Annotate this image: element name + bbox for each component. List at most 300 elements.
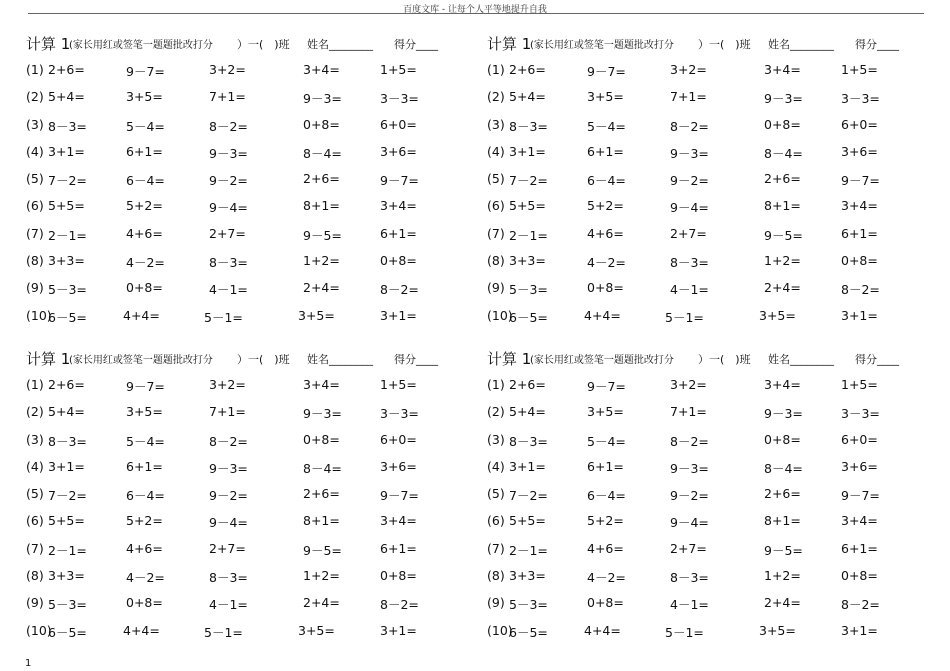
problem-row — [26, 486, 466, 513]
math-problem: 1+5= — [380, 62, 417, 77]
worksheet — [487, 350, 927, 650]
math-problem: 1+2= — [303, 253, 340, 269]
problem-list — [26, 62, 466, 335]
math-problem: 3+1= — [509, 458, 546, 474]
math-problem: 5+5= — [509, 198, 546, 214]
math-problem: 4－1= — [209, 282, 248, 298]
math-problem: 3+6= — [380, 458, 417, 474]
problem-row — [26, 623, 466, 650]
math-problem: 4－1= — [670, 597, 709, 613]
math-problem: 5－3= — [509, 282, 548, 298]
math-problem: 2+4= — [303, 595, 340, 611]
math-problem: 3+6= — [380, 143, 417, 159]
problem-row — [487, 377, 927, 404]
row-number: (3) — [26, 431, 44, 447]
math-problem: 9－3= — [209, 460, 248, 476]
row-number: (6) — [487, 513, 505, 529]
math-problem: 8－3= — [48, 118, 87, 134]
math-problem: 9－3= — [670, 460, 709, 476]
math-problem: 3+5= — [298, 307, 335, 323]
math-problem: 5+2= — [126, 513, 163, 529]
math-problem: 3+1= — [841, 307, 878, 323]
math-problem: 5－1= — [204, 309, 243, 325]
math-problem: 4－2= — [126, 255, 165, 271]
math-problem: 0+8= — [587, 595, 624, 611]
math-problem: 6+0= — [380, 116, 417, 132]
math-problem: 2+7= — [209, 540, 246, 556]
document-header: 百度文库 - 让每个人平等地提升自我 — [403, 5, 547, 15]
worksheet-title: 计算 1 — [487, 35, 532, 53]
math-problem: 5－4= — [126, 118, 165, 134]
math-problem: 3+5= — [587, 89, 624, 105]
math-problem: 2+4= — [764, 280, 801, 296]
math-problem: 8－3= — [48, 433, 87, 449]
math-problem: 6+1= — [380, 225, 417, 241]
problem-list — [26, 377, 466, 650]
math-problem: 8－3= — [509, 118, 548, 134]
math-problem: 3－3= — [841, 91, 880, 107]
row-number: (2) — [487, 89, 505, 105]
math-problem: 1+2= — [764, 568, 801, 584]
worksheet-title-line — [487, 350, 927, 368]
math-problem: 5+4= — [509, 89, 546, 105]
math-problem: 4－2= — [126, 570, 165, 586]
name-field: 姓名________ — [768, 353, 834, 366]
math-problem: 2+6= — [764, 486, 801, 502]
math-problem: 9－3= — [303, 406, 342, 422]
math-problem: 2+6= — [509, 377, 546, 392]
math-problem: 5－4= — [587, 118, 626, 134]
math-problem: 9－4= — [670, 515, 709, 531]
problem-row — [487, 432, 927, 459]
problem-row — [26, 404, 466, 431]
math-problem: 2－1= — [509, 542, 548, 558]
problem-row — [487, 253, 927, 280]
row-number: (10) — [26, 622, 52, 638]
math-problem: 7+1= — [670, 404, 707, 420]
worksheet — [26, 350, 466, 650]
math-problem: 5+4= — [48, 89, 85, 105]
grading-instruction: (家长用红或签笔一题题批改打分 — [69, 355, 213, 366]
math-problem: 9－7= — [841, 488, 880, 504]
math-problem: 6+1= — [841, 225, 878, 241]
row-number: (9) — [487, 595, 505, 611]
math-problem: 9－5= — [303, 227, 342, 243]
row-number: (10) — [487, 307, 513, 323]
problem-row — [26, 62, 466, 89]
row-number: (1) — [26, 62, 44, 77]
math-problem: 5－3= — [48, 282, 87, 298]
math-problem: 1+2= — [303, 568, 340, 584]
math-problem: 3+4= — [764, 377, 801, 392]
math-problem: 7－2= — [48, 173, 87, 189]
problem-row — [487, 459, 927, 486]
math-problem: 6+1= — [841, 540, 878, 556]
row-number: (5) — [487, 171, 505, 187]
math-problem: 5+5= — [509, 513, 546, 529]
math-problem: 3+1= — [48, 458, 85, 474]
math-problem: 2+6= — [48, 377, 85, 392]
worksheet-title: 计算 1 — [26, 350, 71, 368]
problem-row — [26, 308, 466, 335]
math-problem: 9－7= — [380, 488, 419, 504]
math-problem: 6－5= — [48, 624, 87, 640]
problem-row — [487, 568, 927, 595]
row-number: (6) — [487, 198, 505, 214]
class-field: ）一( )班 — [237, 38, 290, 51]
problem-row — [487, 595, 927, 622]
math-problem: 3+5= — [759, 622, 796, 638]
math-problem: 4+6= — [587, 540, 624, 556]
math-problem: 8－2= — [670, 433, 709, 449]
math-problem: 0+8= — [303, 116, 340, 132]
problem-row — [487, 62, 927, 89]
math-problem: 7－2= — [48, 488, 87, 504]
row-number: (9) — [26, 280, 44, 296]
problem-row — [487, 541, 927, 568]
math-problem: 6－4= — [126, 173, 165, 189]
math-problem: 8+1= — [303, 198, 340, 214]
math-problem: 3+6= — [841, 458, 878, 474]
row-number: (2) — [26, 404, 44, 420]
grading-instruction: (家长用红或签笔一题题批改打分 — [530, 40, 674, 51]
problem-row — [26, 459, 466, 486]
math-problem: 9－5= — [764, 227, 803, 243]
math-problem: 3+4= — [380, 198, 417, 214]
math-problem: 1+5= — [841, 62, 878, 77]
math-problem: 2+7= — [670, 540, 707, 556]
row-number: (4) — [26, 143, 44, 159]
score-field: 得分____ — [855, 353, 899, 366]
math-problem: 0+8= — [380, 568, 417, 584]
math-problem: 2+7= — [209, 225, 246, 241]
math-problem: 8－3= — [670, 570, 709, 586]
class-field: ）一( )班 — [237, 353, 290, 366]
math-problem: 9－7= — [126, 379, 165, 394]
math-problem: 3+6= — [841, 143, 878, 159]
math-problem: 9－3= — [764, 91, 803, 107]
row-number: (4) — [487, 458, 505, 474]
math-problem: 8－2= — [209, 433, 248, 449]
math-problem: 0+8= — [126, 280, 163, 296]
math-problem: 9－4= — [670, 200, 709, 216]
math-problem: 9－7= — [587, 64, 626, 79]
math-problem: 3+5= — [759, 307, 796, 323]
math-problem: 3+1= — [380, 622, 417, 638]
math-problem: 8－2= — [670, 118, 709, 134]
row-number: (7) — [487, 225, 505, 241]
math-problem: 3+4= — [841, 198, 878, 214]
math-problem: 5－4= — [126, 433, 165, 449]
math-problem: 8－4= — [764, 145, 803, 161]
math-problem: 3－3= — [841, 406, 880, 422]
math-problem: 3－3= — [380, 406, 419, 422]
problem-row — [26, 377, 466, 404]
math-problem: 5－1= — [665, 309, 704, 325]
math-problem: 7+1= — [209, 89, 246, 105]
name-field: 姓名________ — [307, 353, 373, 366]
math-problem: 3+4= — [303, 377, 340, 392]
worksheet-title-line — [26, 35, 466, 53]
math-problem: 2－1= — [48, 227, 87, 243]
math-problem: 0+8= — [303, 431, 340, 447]
problem-row — [26, 171, 466, 198]
row-number: (1) — [26, 377, 44, 392]
math-problem: 3+5= — [587, 404, 624, 420]
math-problem: 0+8= — [587, 280, 624, 296]
row-number: (7) — [26, 540, 44, 556]
math-problem: 6+0= — [841, 431, 878, 447]
math-problem: 9－3= — [670, 145, 709, 161]
score-field: 得分____ — [855, 38, 899, 51]
problem-row — [26, 541, 466, 568]
math-problem: 4+4= — [123, 307, 160, 323]
math-problem: 8+1= — [303, 513, 340, 529]
math-problem: 1+5= — [380, 377, 417, 392]
name-field: 姓名________ — [768, 38, 834, 51]
row-number: (5) — [487, 486, 505, 502]
math-problem: 3+4= — [380, 513, 417, 529]
math-problem: 3+1= — [380, 307, 417, 323]
problem-list — [487, 62, 927, 335]
math-problem: 9－3= — [209, 145, 248, 161]
math-problem: 5－4= — [587, 433, 626, 449]
score-field: 得分____ — [394, 353, 438, 366]
grading-instruction: (家长用红或签笔一题题批改打分 — [69, 40, 213, 51]
problem-row — [487, 144, 927, 171]
math-problem: 6－4= — [587, 173, 626, 189]
class-field: ）一( )班 — [698, 353, 751, 366]
row-number: (1) — [487, 377, 505, 392]
row-number: (3) — [26, 116, 44, 132]
math-problem: 7－2= — [509, 173, 548, 189]
math-problem: 8－2= — [841, 597, 880, 613]
math-problem: 5+5= — [48, 198, 85, 214]
page-number: 1 — [25, 658, 32, 669]
row-number: (10) — [26, 307, 52, 323]
math-problem: 5+2= — [587, 198, 624, 214]
math-problem: 9－3= — [764, 406, 803, 422]
math-problem: 2+7= — [670, 225, 707, 241]
math-problem: 9－7= — [380, 173, 419, 189]
math-problem: 4+4= — [584, 307, 621, 323]
math-problem: 3+4= — [841, 513, 878, 529]
math-problem: 5+2= — [126, 198, 163, 214]
row-number: (3) — [487, 116, 505, 132]
math-problem: 6－5= — [48, 309, 87, 325]
math-problem: 8+1= — [764, 198, 801, 214]
math-problem: 4+6= — [126, 540, 163, 556]
math-problem: 7－2= — [509, 488, 548, 504]
math-problem: 4+6= — [126, 225, 163, 241]
problem-row — [26, 198, 466, 225]
worksheet-title: 计算 1 — [487, 350, 532, 368]
math-problem: 8－3= — [209, 255, 248, 271]
math-problem: 1+2= — [764, 253, 801, 269]
problem-row — [487, 623, 927, 650]
math-problem: 3+2= — [209, 62, 246, 77]
math-problem: 9－2= — [670, 173, 709, 189]
math-problem: 9－5= — [764, 542, 803, 558]
math-problem: 3+3= — [509, 253, 546, 269]
math-problem: 5+4= — [509, 404, 546, 420]
row-number: (7) — [487, 540, 505, 556]
math-problem: 3－3= — [380, 91, 419, 107]
math-problem: 7+1= — [670, 89, 707, 105]
math-problem: 8－3= — [670, 255, 709, 271]
math-problem: 3+5= — [298, 622, 335, 638]
math-problem: 8－4= — [764, 460, 803, 476]
row-number: (8) — [487, 253, 505, 269]
math-problem: 9－7= — [587, 379, 626, 394]
math-problem: 3+1= — [509, 143, 546, 159]
worksheet-title-line — [26, 350, 466, 368]
row-number: (5) — [26, 171, 44, 187]
row-number: (9) — [487, 280, 505, 296]
problem-row — [26, 595, 466, 622]
class-field: ）一( )班 — [698, 38, 751, 51]
math-problem: 3+2= — [670, 62, 707, 77]
problem-row — [26, 253, 466, 280]
math-problem: 6+1= — [587, 458, 624, 474]
math-problem: 4－2= — [587, 255, 626, 271]
math-problem: 0+8= — [126, 595, 163, 611]
math-problem: 3+4= — [764, 62, 801, 77]
problem-row — [487, 198, 927, 225]
math-problem: 9－7= — [841, 173, 880, 189]
math-problem: 0+8= — [841, 568, 878, 584]
math-problem: 0+8= — [380, 253, 417, 269]
math-problem: 2+6= — [303, 171, 340, 187]
math-problem: 6－5= — [509, 624, 548, 640]
math-problem: 5－3= — [48, 597, 87, 613]
problem-row — [26, 280, 466, 307]
math-problem: 6+1= — [126, 458, 163, 474]
math-problem: 0+8= — [764, 431, 801, 447]
row-number: (8) — [26, 253, 44, 269]
math-problem: 9－2= — [209, 488, 248, 504]
worksheet-title: 计算 1 — [26, 35, 71, 53]
problem-row — [487, 117, 927, 144]
math-problem: 3+3= — [48, 253, 85, 269]
row-number: (4) — [487, 143, 505, 159]
math-problem: 6+1= — [380, 540, 417, 556]
worksheet — [487, 35, 927, 335]
math-problem: 9－2= — [209, 173, 248, 189]
math-problem: 8－2= — [841, 282, 880, 298]
math-problem: 4－1= — [209, 597, 248, 613]
row-number: (4) — [26, 458, 44, 474]
worksheet-title-line — [487, 35, 927, 53]
math-problem: 8+1= — [764, 513, 801, 529]
math-problem: 8－4= — [303, 460, 342, 476]
math-problem: 5－1= — [204, 624, 243, 640]
math-problem: 9－3= — [303, 91, 342, 107]
math-problem: 0+8= — [841, 253, 878, 269]
row-number: (10) — [487, 622, 513, 638]
math-problem: 4+4= — [123, 622, 160, 638]
math-problem: 6+1= — [587, 143, 624, 159]
math-problem: 6+1= — [126, 143, 163, 159]
problem-row — [26, 226, 466, 253]
problem-row — [487, 226, 927, 253]
math-problem: 6－5= — [509, 309, 548, 325]
math-problem: 3+2= — [670, 377, 707, 392]
row-number: (2) — [487, 404, 505, 420]
math-problem: 8－4= — [303, 145, 342, 161]
row-number: (9) — [26, 595, 44, 611]
row-number: (7) — [26, 225, 44, 241]
math-problem: 2－1= — [509, 227, 548, 243]
math-problem: 3+5= — [126, 404, 163, 420]
math-problem: 4－1= — [670, 282, 709, 298]
math-problem: 5+2= — [587, 513, 624, 529]
row-number: (2) — [26, 89, 44, 105]
math-problem: 3+2= — [209, 377, 246, 392]
math-problem: 2+4= — [303, 280, 340, 296]
problem-row — [26, 89, 466, 116]
row-number: (8) — [26, 568, 44, 584]
problem-row — [26, 117, 466, 144]
math-problem: 6－4= — [126, 488, 165, 504]
worksheet — [26, 35, 466, 335]
row-number: (8) — [487, 568, 505, 584]
math-problem: 6－4= — [587, 488, 626, 504]
math-problem: 9－5= — [303, 542, 342, 558]
score-field: 得分____ — [394, 38, 438, 51]
math-problem: 9－2= — [670, 488, 709, 504]
math-problem: 2+6= — [764, 171, 801, 187]
problem-row — [487, 308, 927, 335]
problem-list — [487, 377, 927, 650]
math-problem: 6+0= — [380, 431, 417, 447]
math-problem: 9－4= — [209, 515, 248, 531]
header-divider — [28, 13, 924, 14]
row-number: (6) — [26, 198, 44, 214]
math-problem: 8－2= — [380, 282, 419, 298]
problem-row — [487, 513, 927, 540]
math-problem: 3+1= — [48, 143, 85, 159]
math-problem: 5－1= — [665, 624, 704, 640]
problem-row — [26, 432, 466, 459]
math-problem: 7+1= — [209, 404, 246, 420]
grading-instruction: (家长用红或签笔一题题批改打分 — [530, 355, 674, 366]
problem-row — [487, 89, 927, 116]
math-problem: 5+4= — [48, 404, 85, 420]
problem-row — [26, 144, 466, 171]
problem-row — [26, 513, 466, 540]
problem-row — [487, 280, 927, 307]
math-problem: 4+6= — [587, 225, 624, 241]
math-problem: 1+5= — [841, 377, 878, 392]
math-problem: 8－3= — [209, 570, 248, 586]
math-problem: 3+4= — [303, 62, 340, 77]
math-problem: 5+5= — [48, 513, 85, 529]
math-problem: 9－7= — [126, 64, 165, 79]
math-problem: 6+0= — [841, 116, 878, 132]
problem-row — [26, 568, 466, 595]
row-number: (3) — [487, 431, 505, 447]
math-problem: 2－1= — [48, 542, 87, 558]
math-problem: 2+4= — [764, 595, 801, 611]
math-problem: 2+6= — [509, 62, 546, 77]
name-field: 姓名________ — [307, 38, 373, 51]
math-problem: 5－3= — [509, 597, 548, 613]
math-problem: 3+5= — [126, 89, 163, 105]
problem-row — [487, 486, 927, 513]
row-number: (5) — [26, 486, 44, 502]
problem-row — [487, 404, 927, 431]
